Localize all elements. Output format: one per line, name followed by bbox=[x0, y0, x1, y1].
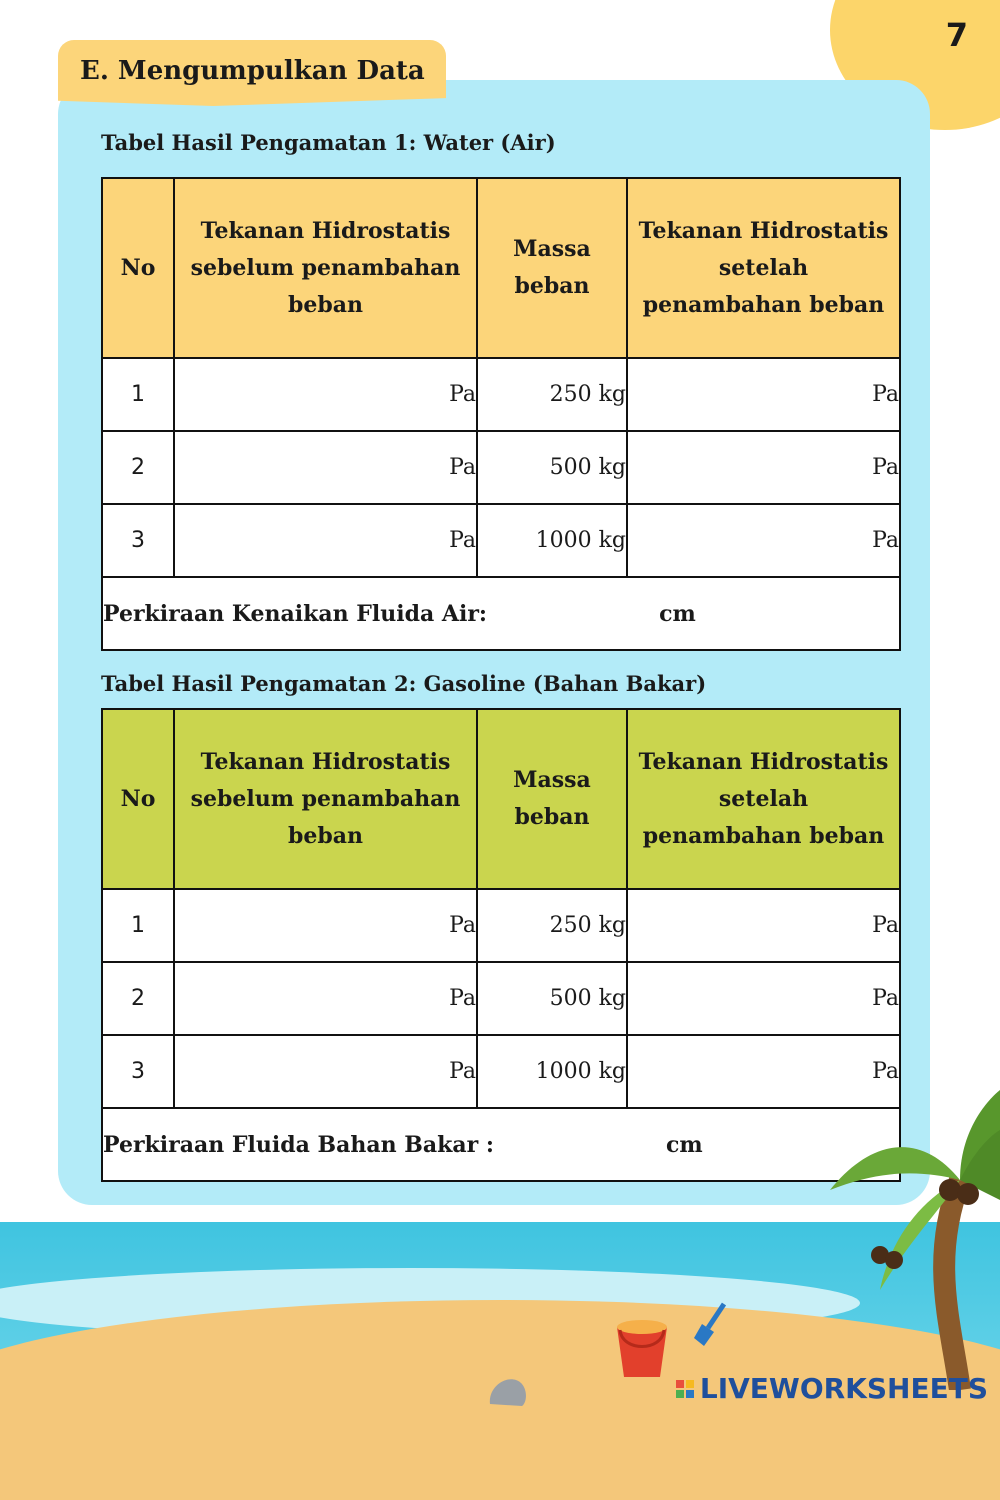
section-title: E. Mengumpulkan Data bbox=[80, 56, 425, 86]
row-number: 1 bbox=[102, 358, 174, 431]
pressure-after-input[interactable]: Pa bbox=[627, 1035, 900, 1108]
header-pressure-before: Tekanan Hidrostatis sebelum penambahan beban bbox=[174, 178, 477, 358]
pressure-after-input[interactable]: Pa bbox=[627, 962, 900, 1035]
mass-value: 250 kg bbox=[477, 889, 627, 962]
summary-label: Perkiraan Fluida Bahan Bakar : bbox=[103, 1131, 494, 1158]
header-pressure-after: Tekanan Hidrostatis setelah penambahan beban bbox=[627, 178, 900, 358]
rock-icon bbox=[486, 1374, 530, 1408]
pressure-before-input[interactable]: Pa bbox=[174, 504, 477, 577]
pressure-after-input[interactable]: Pa bbox=[627, 889, 900, 962]
mass-value: 500 kg bbox=[477, 431, 627, 504]
pressure-before-input[interactable]: Pa bbox=[174, 1035, 477, 1108]
liveworksheets-brand bbox=[676, 1372, 988, 1405]
summary-unit: cm bbox=[659, 600, 696, 627]
palm-tree-icon bbox=[810, 1070, 1000, 1390]
liveworksheets-logo-icon bbox=[676, 1380, 694, 1398]
table-row bbox=[102, 889, 900, 962]
observation-table-gasoline bbox=[101, 708, 901, 1182]
row-number: 1 bbox=[102, 889, 174, 962]
header-no: No bbox=[102, 709, 174, 889]
summary-row bbox=[102, 577, 900, 650]
pressure-before-input[interactable]: Pa bbox=[174, 431, 477, 504]
table-row bbox=[102, 962, 900, 1035]
table-2-caption: Tabel Hasil Pengamatan 2: Gasoline (Bahan Bakar) bbox=[101, 671, 707, 696]
table-row bbox=[102, 1035, 900, 1108]
pressure-after-input[interactable]: Pa bbox=[627, 431, 900, 504]
table-row bbox=[102, 431, 900, 504]
page-number: 7 bbox=[945, 16, 968, 54]
row-number: 3 bbox=[102, 1035, 174, 1108]
row-number: 3 bbox=[102, 504, 174, 577]
brand-name: LIVEWORKSHEETS bbox=[699, 1372, 988, 1405]
header-pressure-before: Tekanan Hidrostatis sebelum penambahan beban bbox=[174, 709, 477, 889]
shovel-icon bbox=[690, 1300, 730, 1350]
bucket-icon bbox=[612, 1312, 672, 1382]
table-header-row bbox=[102, 178, 900, 358]
summary-row bbox=[102, 1108, 900, 1181]
table-row bbox=[102, 358, 900, 431]
header-pressure-after: Tekanan Hidrostatis setelah penambahan beban bbox=[627, 709, 900, 889]
header-no: No bbox=[102, 178, 174, 358]
summary-unit: cm bbox=[666, 1131, 703, 1158]
table-row bbox=[102, 504, 900, 577]
summary-cell[interactable] bbox=[102, 577, 900, 650]
summary-label: Perkiraan Kenaikan Fluida Air: bbox=[103, 600, 488, 627]
table-1-caption: Tabel Hasil Pengamatan 1: Water (Air) bbox=[101, 130, 556, 155]
pressure-before-input[interactable]: Pa bbox=[174, 889, 477, 962]
header-mass: Massa beban bbox=[477, 178, 627, 358]
observation-table-water bbox=[101, 177, 901, 651]
table-header-row bbox=[102, 709, 900, 889]
pressure-before-input[interactable]: Pa bbox=[174, 358, 477, 431]
mass-value: 1000 kg bbox=[477, 1035, 627, 1108]
header-mass: Massa beban bbox=[477, 709, 627, 889]
pressure-after-input[interactable]: Pa bbox=[627, 358, 900, 431]
pressure-after-input[interactable]: Pa bbox=[627, 504, 900, 577]
row-number: 2 bbox=[102, 962, 174, 1035]
pressure-before-input[interactable]: Pa bbox=[174, 962, 477, 1035]
summary-cell[interactable] bbox=[102, 1108, 900, 1181]
mass-value: 1000 kg bbox=[477, 504, 627, 577]
row-number: 2 bbox=[102, 431, 174, 504]
mass-value: 250 kg bbox=[477, 358, 627, 431]
mass-value: 500 kg bbox=[477, 962, 627, 1035]
